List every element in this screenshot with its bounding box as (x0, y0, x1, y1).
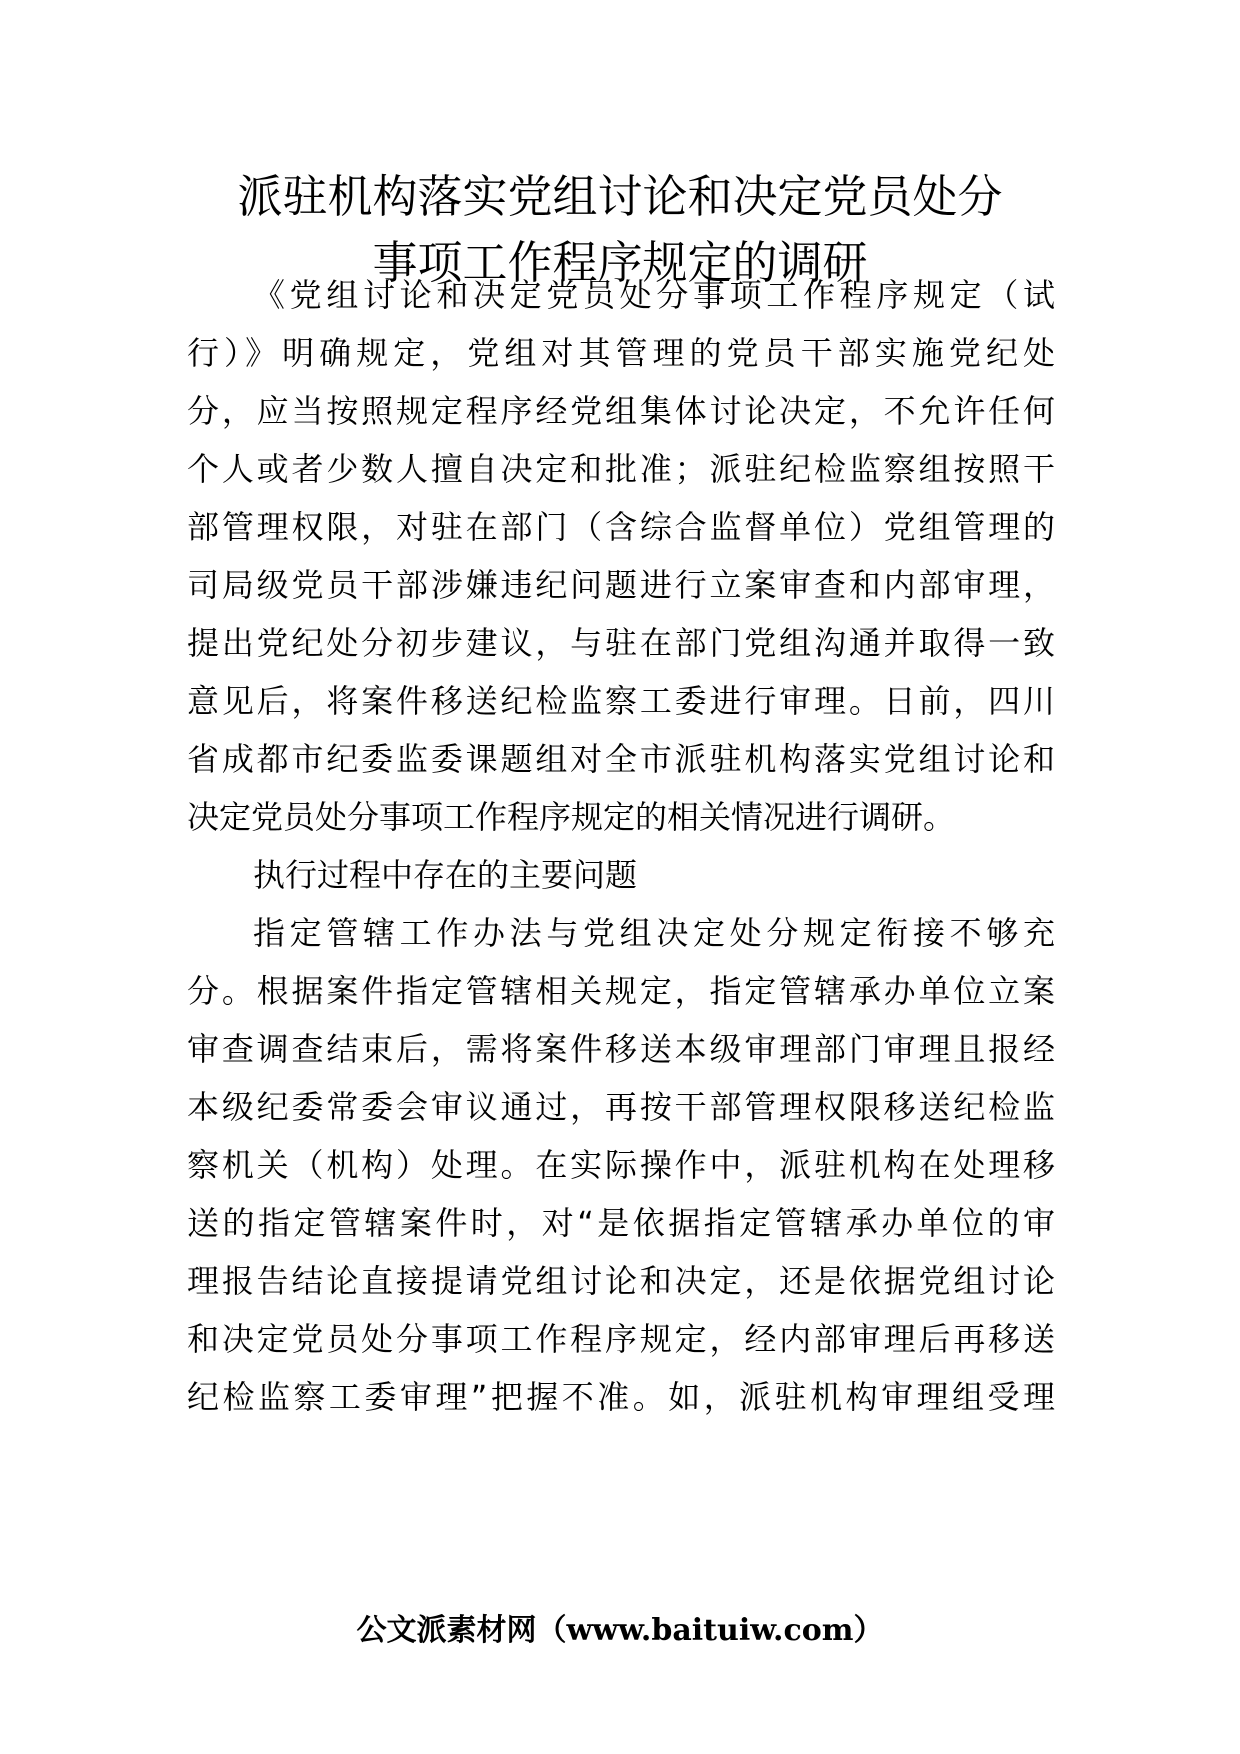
paragraph-1-line: 部管理权限，对驻在部门（含综合监督单位）党组管理的 (187, 508, 1055, 546)
paragraph-1-line: 分，应当按照规定程序经党组集体讨论决定，不允许任何 (187, 392, 1055, 430)
paragraph-1-line: 司局级党员干部涉嫌违纪问题进行立案审查和内部审理， (187, 566, 1055, 604)
paragraph-1-line: 意见后，将案件移送纪检监察工委进行审理。日前，四川 (187, 682, 1055, 720)
paragraph-2-line: 送的指定管辖案件时，对“是依据指定管辖承办单位的审 (187, 1204, 1055, 1242)
paragraph-1-line: 决定党员处分事项工作程序规定的相关情况进行调研。 (187, 798, 956, 836)
paragraph-1-line: 个人或者少数人擅自决定和批准；派驻纪检监察组按照干 (187, 450, 1055, 488)
paragraph-2-line: 分。根据案件指定管辖相关规定，指定管辖承办单位立案 (187, 972, 1055, 1010)
paragraph-2-line: 指定管辖工作办法与党组决定处分规定衔接不够充 (253, 914, 1055, 952)
section-heading: 执行过程中存在的主要问题 (253, 856, 638, 894)
paragraph-1-line: 提出党纪处分初步建议，与驻在部门党组沟通并取得一致 (187, 624, 1055, 662)
paragraph-2-line: 本级纪委常委会审议通过，再按干部管理权限移送纪检监 (187, 1088, 1055, 1126)
document-title-line-1: 派驻机构落实党组讨论和决定党员处分 (237, 170, 1003, 223)
paragraph-1-line: 省成都市纪委监委课题组对全市派驻机构落实党组讨论和 (187, 740, 1055, 778)
paragraph-2-line: 纪检监察工委审理”把握不准。如，派驻机构审理组受理 (187, 1378, 1055, 1416)
paragraph-2-line: 理报告结论直接提请党组讨论和决定，还是依据党组讨论 (187, 1262, 1055, 1300)
paragraph-2-line: 察机关（机构）处理。在实际操作中，派驻机构在处理移 (187, 1146, 1055, 1184)
footer-watermark: 公文派素材网（www.baituiw.com） (356, 1613, 884, 1648)
paragraph-1-line: 行）》明确规定，党组对其管理的党员干部实施党纪处 (187, 334, 1055, 372)
paragraph-2-line: 和决定党员处分事项工作程序规定，经内部审理后再移送 (187, 1320, 1055, 1358)
document-title-line-2: 事项工作程序规定的调研 (372, 236, 868, 289)
paragraph-2-line: 审查调查结束后，需将案件移送本级审理部门审理且报经 (187, 1030, 1055, 1068)
paragraph-1-line: 《党组讨论和决定党员处分事项工作程序规定（试 (253, 276, 1055, 314)
